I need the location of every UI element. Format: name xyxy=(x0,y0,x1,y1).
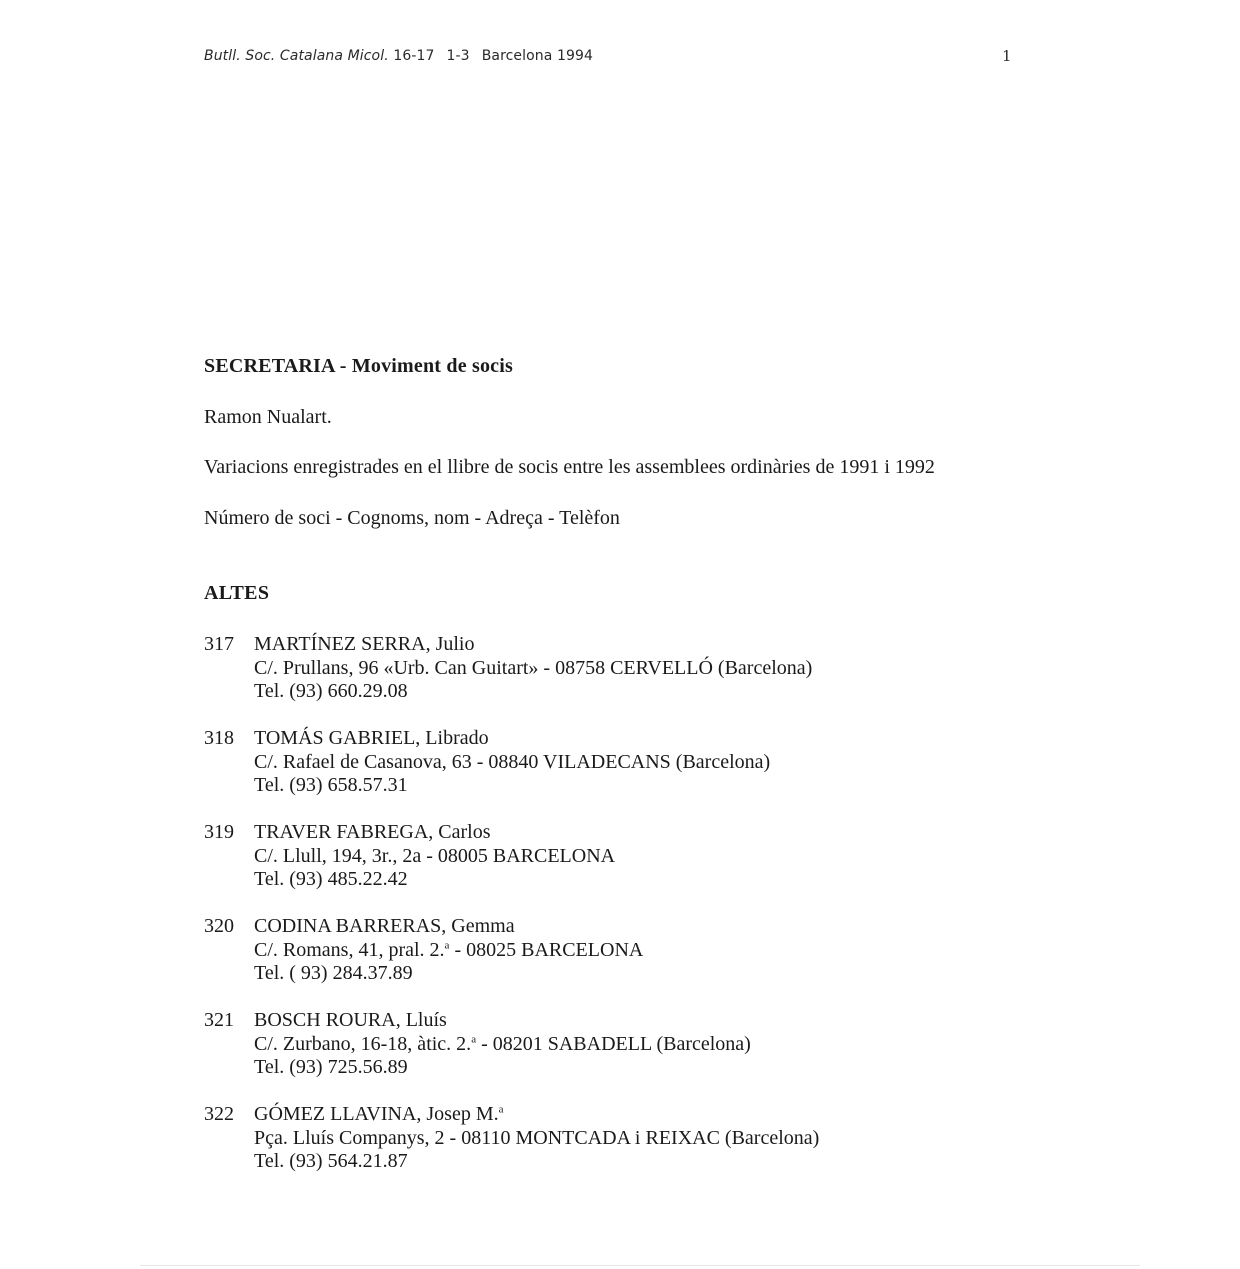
member-name: TRAVER FABREGA, Carlos xyxy=(254,821,491,843)
member-phone: Tel. ( 93) 284.37.89 xyxy=(254,962,413,984)
section-heading-altes: ALTES xyxy=(204,582,270,604)
member-number: 322 xyxy=(204,1103,234,1125)
member-entry xyxy=(204,727,964,821)
member-phone: Tel. (93) 660.29.08 xyxy=(254,680,408,702)
member-phone: Tel. (93) 725.56.89 xyxy=(254,1056,408,1078)
member-address: C/. Zurbano, 16-18, àtic. 2.$^a$ - 08201 SABADELL (Barcelona) xyxy=(254,1032,751,1055)
member-list xyxy=(204,633,964,1197)
member-number: 319 xyxy=(204,821,234,843)
article-title: SECRETARIA - Moviment de socis xyxy=(204,355,513,377)
member-name: CODINA BARRERAS, Gemma xyxy=(254,915,515,937)
member-entry xyxy=(204,821,964,915)
member-name: MARTÍNEZ SERRA, Julio xyxy=(254,633,475,655)
member-name: GÓMEZ LLAVINA, Josep M.$^a$ xyxy=(254,1103,504,1125)
scan-edge-divider xyxy=(140,1265,1140,1266)
member-address: C/. Llull, 194, 3r., 2a - 08005 BARCELONA xyxy=(254,844,616,867)
member-number: 318 xyxy=(204,727,234,749)
member-entry xyxy=(204,1009,964,1103)
running-head xyxy=(204,48,593,64)
journal-name: Butll. Soc. Catalana Micol. xyxy=(204,48,389,64)
member-address: Pça. Lluís Companys, 2 - 08110 MONTCADA i REIXAC (Barcelona) xyxy=(254,1126,820,1149)
fields-legend: Número de soci - Cognoms, nom - Adreça - Telèfon xyxy=(204,507,620,529)
member-entry xyxy=(204,633,964,727)
member-number: 321 xyxy=(204,1009,234,1031)
member-name: BOSCH ROURA, Lluís xyxy=(254,1009,447,1031)
member-number: 320 xyxy=(204,915,234,937)
member-address: C/. Prullans, 96 «Urb. Can Guitart» - 08758 CERVELLÓ (Barcelona) xyxy=(254,656,813,679)
journal-pages: 1-3 xyxy=(446,48,470,64)
member-number: 317 xyxy=(204,633,234,655)
article-author: Ramon Nualart. xyxy=(204,406,332,428)
journal-volume: 16-17 xyxy=(393,48,435,64)
article-intro: Variacions enregistrades en el llibre de socis entre les assemblees ordinàries de 1991 i 1992 xyxy=(204,456,935,478)
page-number: 1 xyxy=(1002,47,1012,65)
member-phone: Tel. (93) 564.21.87 xyxy=(254,1150,408,1172)
member-phone: Tel. (93) 658.57.31 xyxy=(254,774,408,796)
member-entry xyxy=(204,915,964,1009)
member-address: C/. Rafael de Casanova, 63 - 08840 VILADECANS (Barcelona) xyxy=(254,750,771,773)
member-phone: Tel. (93) 485.22.42 xyxy=(254,868,408,890)
member-name: TOMÁS GABRIEL, Librado xyxy=(254,727,489,749)
member-address: C/. Romans, 41, pral. 2.$^a$ - 08025 BARCELONA xyxy=(254,938,644,961)
journal-place-year: Barcelona 1994 xyxy=(481,48,594,64)
member-entry xyxy=(204,1103,964,1197)
